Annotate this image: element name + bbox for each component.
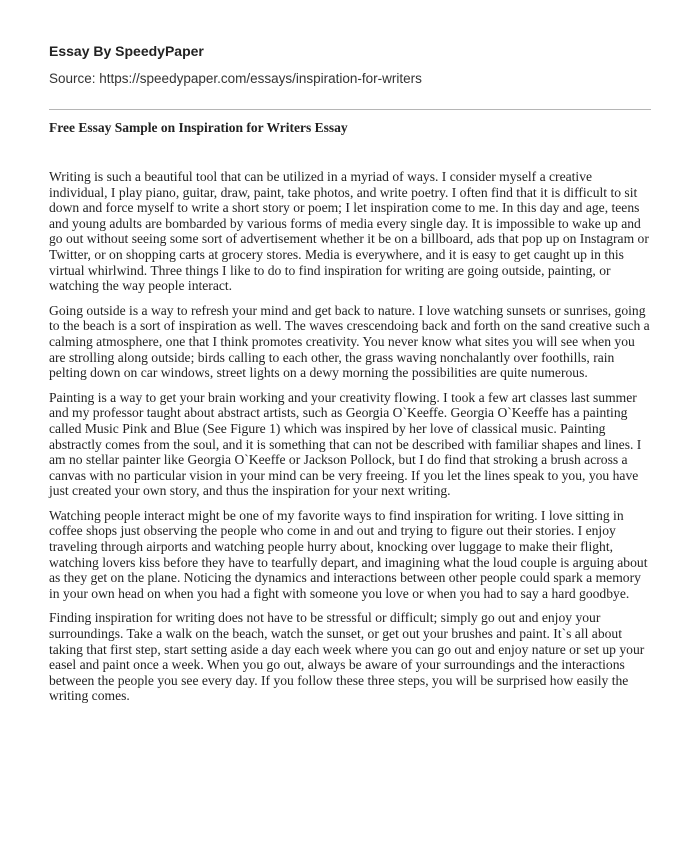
source-line: Source: https://speedypaper.com/essays/inspiration-for-writers (49, 71, 422, 86)
essay-paragraph-2: Going outside is a way to refresh your mind and get back to nature. I love watching sunsets or sunrises, going to the beach is a sort of inspiration as well. The waves crescendoing back and forth on the sand creative such a calming atmosphere, one that I think promotes creativity. You never know what sites you will see when you are strolling along outside; birds calling to each other, the grass waving nonchalantly over foothills, rain pelting down on car windows, street lights on a dewy morning the possibilities are quite numerous. (49, 302, 650, 381)
document-header-title: Essay By SpeedyPaper (49, 43, 204, 59)
essay-title: Free Essay Sample on Inspiration for Writers Essay (49, 120, 348, 135)
essay-paragraph-5: Finding inspiration for writing does not have to be stressful or difficult; simply go out and enjoy your surroundings. Take a walk on the beach, watch the sunset, or get out your brushes and paint. It`s all about taking that first step, start setting aside a day each week where you can go out and enjoy nature or set up your easel and paint once a week. When you go out, always be aware of your surroundings and the interactions between the people you see every day. If you follow these three steps, you will be surprised how easily the writing comes. (49, 610, 645, 704)
essay-paragraph-1: Writing is such a beautiful tool that can be utilized in a myriad of ways. I consider myself a creative individual, I play piano, guitar, draw, paint, take photos, and write poetry. I often find that it is difficult to sit down and force myself to write a short story or poem; I let inspiration come to me. In this day and age, teens and young adults are bombarded by various forms of media every single day. It is impossible to wake up and go out without seeing some sort of advertisement whether it be on a billboard, ads that pop up on Instagram or Twitter, or on shopping carts at grocery stores. Media is everywhere, and it is easy to get caught up in this virtual whirlwind. Three things I like to do to find inspiration for writing are going outside, painting, or watching the way people interact. (49, 169, 649, 294)
header-divider (49, 109, 651, 110)
essay-body (49, 169, 653, 713)
essay-paragraph-3: Painting is a way to get your brain working and your creativity flowing. I took a few art classes last summer and my professor taught about abstract artists, such as Georgia O`Keeffe. Georgia O`Keeffe has a painting called Music Pink and Blue (See Figure 1) which was inspired by her love of classical music. Painting abstractly comes from the soul, and it is something that can not be described with familiar shapes and lines. I am no stellar painter like Georgia O`Keeffe or Jackson Pollock, but I do find that stroking a brush across a canvas with no particular vision in your mind can be very freeing. If you let the lines speak to you, you have just created your own story, and thus the inspiration for your next writing. (49, 389, 642, 499)
essay-paragraph-4: Watching people interact might be one of my favorite ways to find inspiration for writing. I love sitting in coffee shops just observing the people who come in and out and trying to figure out their stories. I enjoy traveling through airports and watching people hurry about, knocking over luggage to make their flight, watching lovers kiss before they have to tearfully depart, and imagining what the loud couple is arguing about as they get on the plane. Noticing the dynamics and interactions between other people could spark a memory in your own head on when you had a fight with someone you love or when you had to say a hard goodbye. (49, 507, 648, 601)
